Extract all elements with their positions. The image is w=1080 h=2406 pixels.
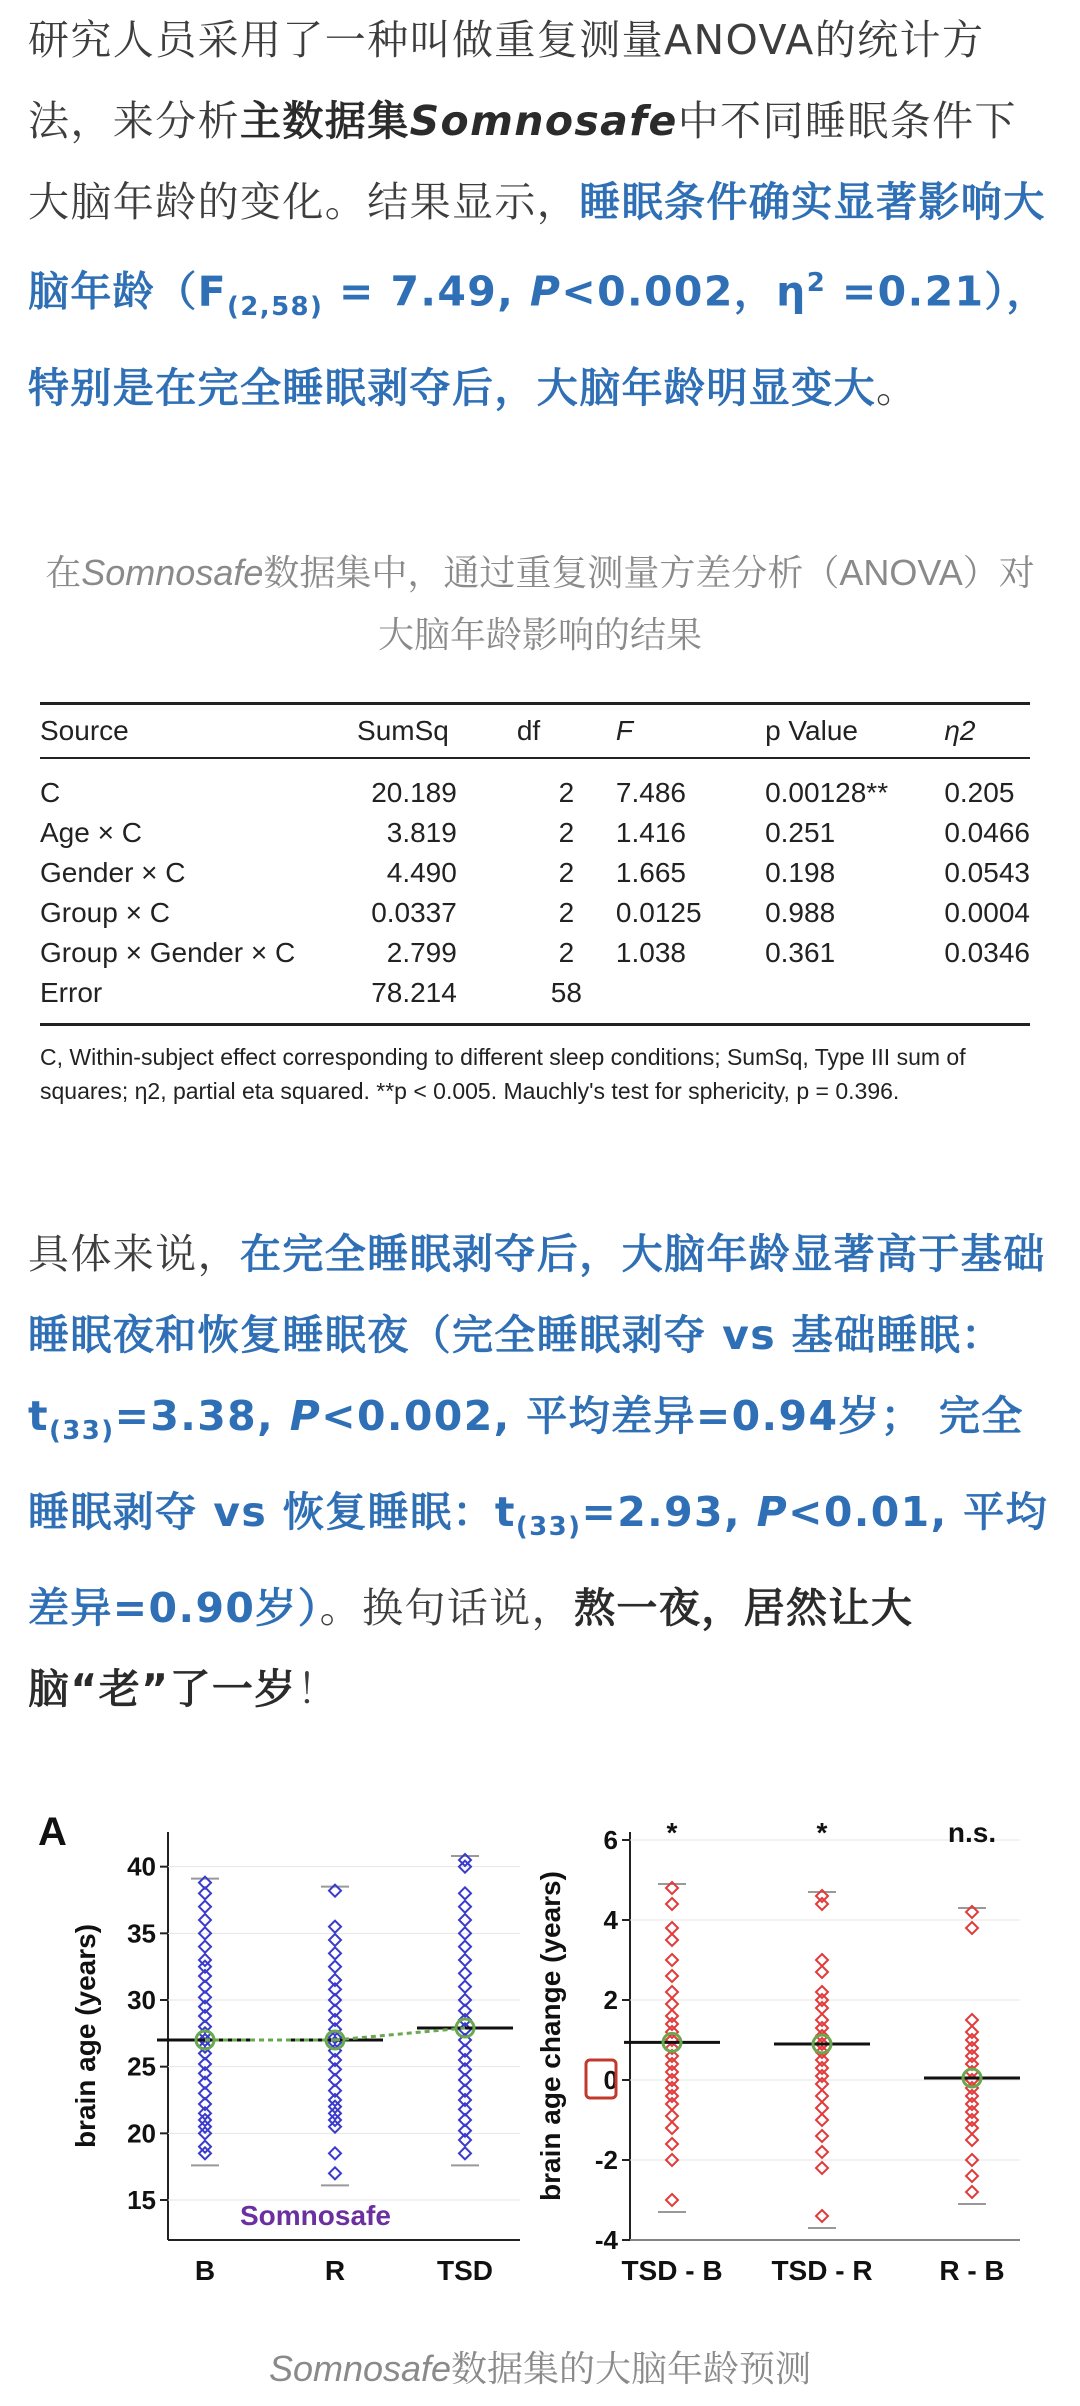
para2-highlight-5: <0.01, 平均差异=0.90岁） [28,1488,1049,1633]
data-point [459,1967,471,1979]
y-tick-label: 25 [127,2051,156,2082]
th-df: df [516,715,541,746]
cell: 1.038 [615,937,686,968]
cell: Group × Gender × C [40,937,296,968]
data-point [966,2122,978,2134]
data-point [329,1934,341,1946]
cell: 3.819 [386,817,457,848]
para2-p-1: P [289,1392,322,1440]
cell [616,973,765,1025]
data-point [666,1970,678,1982]
cell: 0.205 [944,777,1015,808]
data-point [816,1898,828,1910]
data-point [666,2110,678,2122]
cell: 58 [550,977,582,1008]
y-tick-label: -4 [594,2225,618,2255]
para1-text-d: 中不同睡眠条件下大脑年龄的变化。结果显示， [28,97,1017,226]
data-point [666,1898,678,1910]
th-source: Source [40,715,129,746]
data-point [459,1887,471,1899]
data-point [966,2014,978,2026]
para1-highlight-4: =0.21），特别是在完全睡眠剥夺后，大脑年龄明显变大 [28,267,1049,412]
para1-p-letter: P [529,267,562,316]
right-y-label: brain age change (years) [535,1871,566,2201]
left-panel [70,1832,520,2286]
paragraph-1 [28,0,1052,429]
data-point [966,2106,978,2118]
data-point [666,2018,678,2030]
data-point [666,1922,678,1934]
para2-highlight-1: 在完全睡眠剥夺后，大脑年龄显著高于基础睡眠夜和恢复睡眠夜（完全睡眠剥夺 vs 基础睡眠：t [28,1230,1046,1440]
x-tick-label: TSD - B [621,2255,723,2286]
table-caption-c: 数据集中，通过重复测量方差分析（ANOVA）对大脑年龄影响的结果 [263,552,1035,655]
cell: 1.416 [615,817,686,848]
right-x-ticks [621,2255,1004,2286]
data-point [666,2122,678,2134]
data-point [329,2147,341,2159]
data-point [966,2134,978,2146]
data-point [816,2022,828,2034]
brain-age-figure [0,1800,1080,2286]
cell: 2 [558,937,575,968]
paragraph-2 [28,1214,1052,1730]
y-tick-label: 40 [127,1851,156,1882]
cell: 0.988 [765,897,836,928]
data-point [666,2058,678,2070]
data-point [816,2146,828,2158]
left-points [191,1854,479,2185]
table-row [40,813,1030,853]
data-point [966,2186,978,2198]
data-point [459,1914,471,1926]
table-row [40,893,1030,933]
cell: 2 [558,897,575,928]
data-point [329,1961,341,1973]
mean-connector [335,2028,465,2040]
dataset-label: Somnosafe [240,2200,391,2231]
para2-text-end: ！ [296,1665,340,1714]
cell [944,973,1030,1025]
data-point [966,2098,978,2110]
data-point [199,1901,211,1913]
left-y-ticks [127,1852,168,2215]
para1-dataset-name: Somnosafe [409,97,678,145]
data-point [966,2034,978,2046]
data-point [816,2014,828,2026]
para1-eta-sup: 2 [806,268,827,298]
para2-p-2: P [756,1488,789,1537]
data-point [459,2147,471,2159]
right-panel [535,1817,1020,2286]
cell: Gender × C [40,857,186,888]
cell: C [40,777,61,808]
table-row [40,933,1030,973]
data-point [459,1901,471,1913]
cell: 0.0004 [944,897,1030,928]
data-point [816,2162,828,2174]
x-tick-label: TSD [437,2255,493,2286]
cell: 0.0125 [615,897,702,928]
cell: 2 [558,817,575,848]
cell: 0.00128** [765,777,889,808]
left-x-ticks [195,2255,493,2286]
cell: 1.665 [615,857,686,888]
data-point [666,2194,678,2206]
cell: 0.0543 [944,857,1030,888]
data-point [816,2054,828,2066]
data-point [329,2167,341,2179]
y-tick-label: 20 [127,2118,156,2149]
right-significance [667,1817,997,1848]
cell: Error [40,977,103,1008]
figure-caption [40,2338,1040,2400]
data-point [666,1934,678,1946]
table-row [40,853,1030,893]
y-tick-label: 6 [603,1825,618,1855]
data-point [966,2090,978,2102]
significance-label: * [816,1817,828,1848]
cell: 0.361 [765,937,836,968]
figure-panel-label: A [38,1810,67,1854]
data-point [459,1941,471,1953]
significance-label: n.s. [947,1817,997,1848]
data-point [816,2130,828,2142]
y-tick-label: 35 [127,1918,156,1949]
y-tick-label: 30 [127,1985,156,2015]
table-row [40,973,1030,1025]
para1-highlight-1: 睡眠条件确实显著影响大脑年龄（F [28,178,1046,316]
data-point [966,2026,978,2038]
y-tick-label: 4 [603,1905,618,1935]
y-tick-label: 0 [603,2065,618,2095]
para2-df-1: (33) [49,1416,115,1447]
right-y-ticks [586,1825,630,2255]
th-eta: η2 [944,715,976,746]
data-point [816,1986,828,1998]
data-point [816,2114,828,2126]
para1-highlight-3: <0.002，η [561,267,807,316]
x-tick-label: R - B [939,2255,1005,2286]
data-point [666,2138,678,2150]
data-point [666,2082,678,2094]
figure-caption-text: 数据集的大脑年龄预测 [451,2348,812,2389]
data-point [666,2098,678,2110]
th-f: F [615,715,634,746]
data-point [199,1914,211,1926]
table-row [40,758,1030,813]
cell: 0.251 [765,817,836,848]
para1-df-sub: (2,58) [227,291,324,322]
cell: 4.490 [386,857,457,888]
para2-highlight-4: =2.93, [581,1488,757,1537]
table-caption-a: 在 [45,552,82,593]
data-point [816,2062,828,2074]
anova-table [40,702,1030,1026]
data-point [966,1922,978,1934]
cell: 2 [558,777,575,808]
para2-text-a: 具体来说， [28,1230,240,1278]
data-point [966,2042,978,2054]
para2-highlight-3: <0.002, 平均差异=0.94岁； 完全睡眠剥夺 vs 恢复睡眠：t [28,1392,1024,1537]
data-point [966,2050,978,2062]
data-point [329,1921,341,1933]
right-points [658,1882,986,2228]
cell: 0.0337 [371,897,457,928]
cell: 20.189 [371,777,457,808]
left-y-label: brain age (years) [70,1923,101,2149]
anova-table-block [40,702,1030,1108]
para1-text-end: 。 [876,363,919,412]
significance-label: * [666,1817,678,1848]
th-sumsq: SumSq [357,715,449,746]
x-tick-label: R [324,2255,346,2286]
para1-bold-dataset: 主数据集 [240,97,410,145]
data-point [966,2170,978,2182]
data-point [666,1986,678,1998]
cell: 0.0466 [944,817,1030,848]
para1-text-a: 研究人员采用了一种叫做重复测量ANOVA的统计方法，来分析 [28,16,985,145]
para2-text-k: 。换句话说， [319,1584,575,1633]
data-point [666,1954,678,1966]
data-point [666,2090,678,2102]
data-point [459,1954,471,1966]
data-point [666,2066,678,2078]
para2-highlight-2: =3.38, [114,1392,290,1440]
cell: Group × C [40,897,170,928]
table-footnote: C, Within-subject effect corresponding to different sleep conditions; SumSq, Type III sum of squares; η2, partial eta squared. **p < 0.005. Mauchly's test for sphericity, p = 0.396. [40,1044,966,1104]
x-tick-label: TSD - R [771,2255,873,2286]
data-point [816,2102,828,2114]
cell: 0.0346 [944,937,1030,968]
cell: 2 [558,857,575,888]
table-caption-dataset: Somnosafe [81,552,264,593]
cell: 0.198 [765,857,836,888]
cell: 78.214 [371,977,457,1008]
para1-highlight-2: = 7.49, [323,267,530,316]
data-point [329,1947,341,1959]
para2-df-2: (33) [515,1512,582,1543]
data-point [459,1981,471,1993]
cell: Age × C [40,817,142,848]
y-tick-label: -2 [594,2145,618,2175]
cell [765,973,944,1025]
data-point [816,2090,828,2102]
y-tick-label: 2 [603,1985,618,2015]
data-point [966,2114,978,2126]
data-point [666,2010,678,2022]
cell: 7.486 [615,777,686,808]
y-tick-label: 15 [127,2185,156,2215]
th-pvalue: p Value [765,715,858,746]
para2-bold-conclusion: 熬一夜，居然让大脑“老”了一岁 [28,1584,914,1714]
x-tick-label: B [194,2255,216,2286]
data-point [816,1954,828,1966]
table-caption [40,542,1040,666]
data-point [816,2002,828,2014]
table-header-row [40,704,1030,759]
figure-caption-dataset: Somnosafe [268,2348,452,2389]
cell: 2.799 [386,937,457,968]
data-point [199,1941,211,1953]
data-point [816,2210,828,2222]
data-point [816,1966,828,1978]
